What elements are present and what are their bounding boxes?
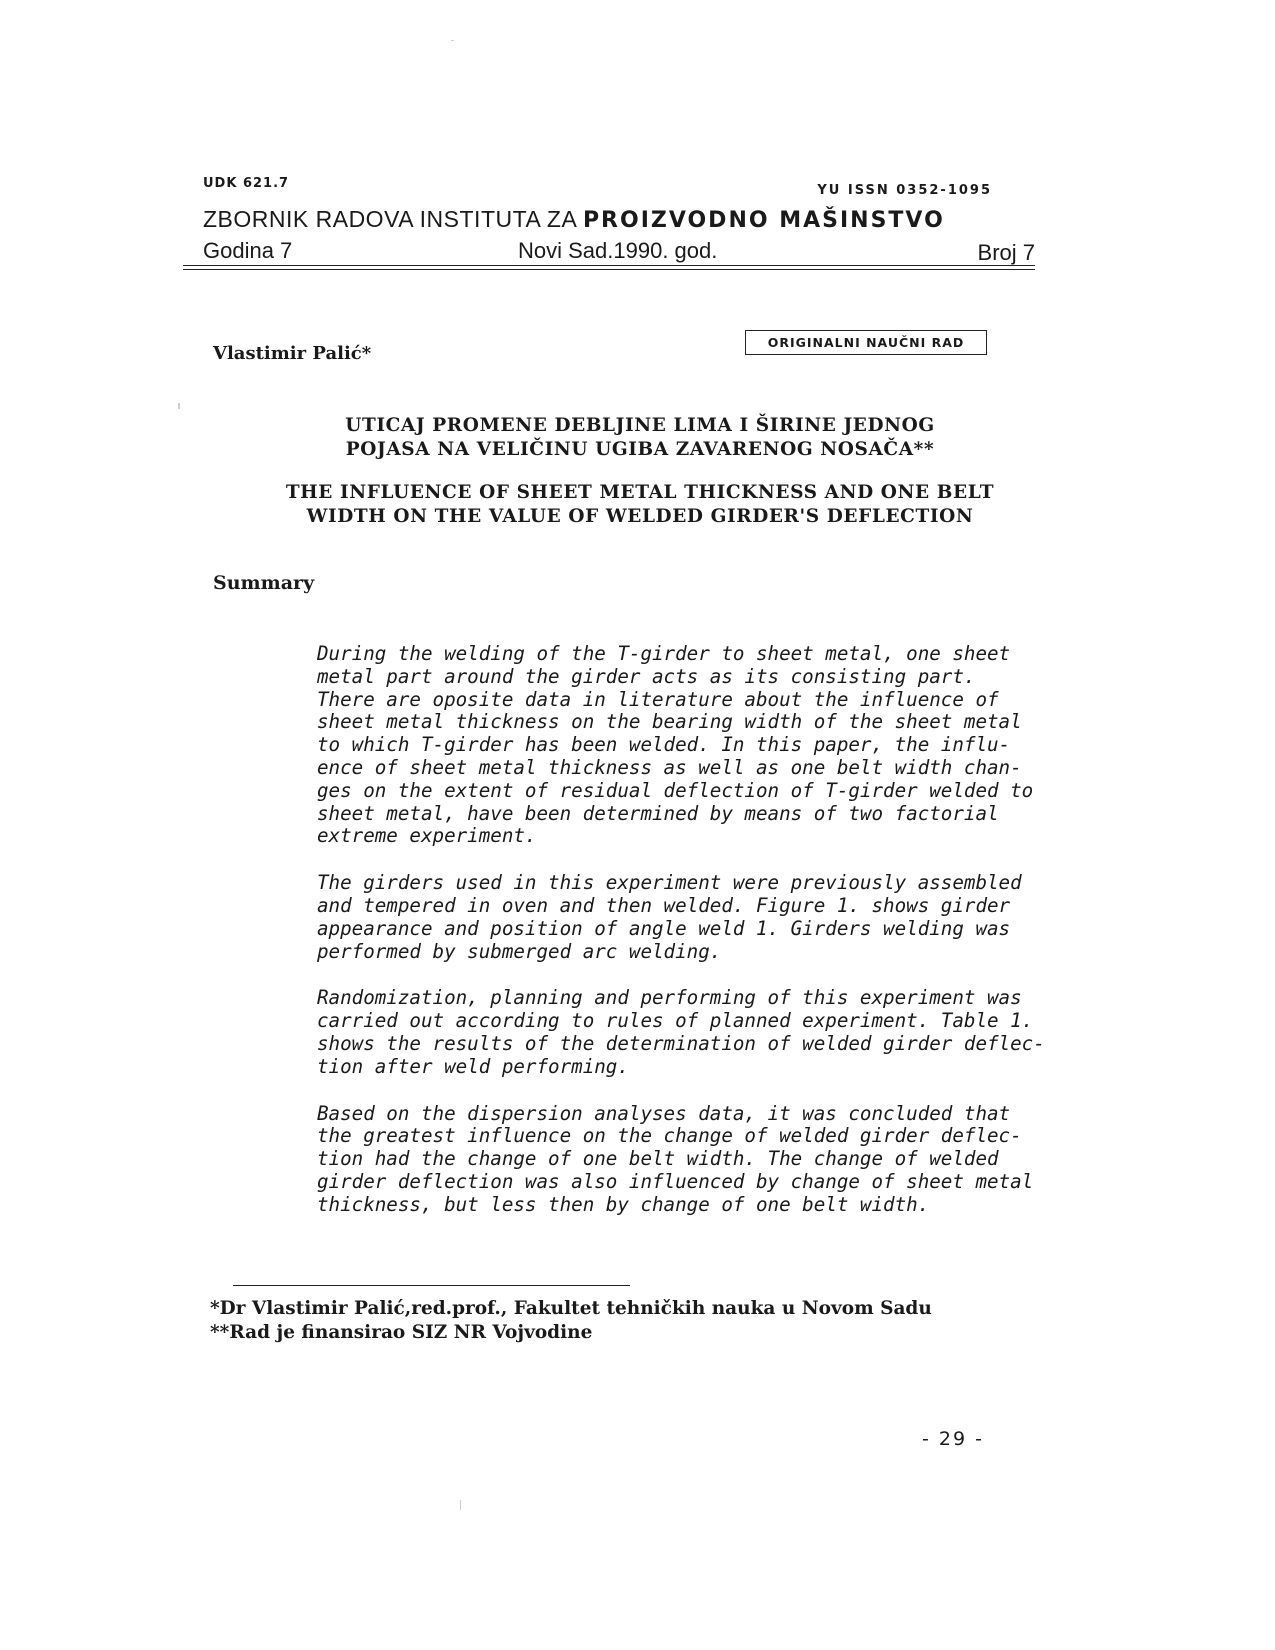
abstract-line: sheet metal, have been determined by means of two factorial <box>317 801 999 825</box>
abstract-line: ence of sheet metal thickness as well as one belt width chan- <box>317 755 1022 779</box>
scan-speck <box>451 40 454 41</box>
year-label: Godina 7 <box>203 238 293 263</box>
title-serbian-line: UTICAJ PROMENE DEBLJINE LIMA I ŠIRINE JEDNOG <box>345 415 935 436</box>
issn-code: YU ISSN 0352-1095 <box>817 183 992 198</box>
abstract-paragraph <box>317 643 1032 848</box>
footnote-rule <box>233 1285 630 1286</box>
abstract-line: ges on the extent of residual deflection of T-girder welded to <box>317 778 1034 802</box>
abstract-line: Randomization, planning and performing of this experiment was <box>317 986 1022 1010</box>
title-serbian <box>240 414 1040 462</box>
title-serbian-line: POJASA NA VELIČINU UGIBA ZAVARENOG NOSAČA** <box>345 439 935 460</box>
summary-heading: Summary <box>213 572 315 594</box>
abstract-line: metal part around the girder acts as its consisting part. <box>317 664 976 688</box>
issue-label: Broj 7 <box>977 240 1035 265</box>
author-name: Vlastimir Palić* <box>213 343 372 364</box>
abstract-line: appearance and position of angle weld 1. Girders welding was <box>317 916 1011 940</box>
abstract-line: and tempered in oven and then welded. Figure 1. shows girder <box>317 893 1011 917</box>
footnote-author: *Dr Vlastimir Palić,red.prof., Fakultet tehničkih nauka u Novom Sadu <box>210 1298 932 1319</box>
abstract-line: Based on the dispersion analyses data, it was concluded that <box>317 1101 1011 1125</box>
abstract-line: the greatest influence on the change of welded girder deflec- <box>317 1124 1022 1148</box>
abstract-line: During the welding of the T-girder to sheet metal, one sheet <box>317 642 1011 665</box>
udk-code: UDK 621.7 <box>203 176 290 191</box>
place-date: Novi Sad.1990. god. <box>518 238 718 263</box>
abstract-line: sheet metal thickness on the bearing width of the sheet metal <box>317 710 1022 734</box>
abstract-line: tion had the change of one belt width. The change of welded <box>317 1147 999 1171</box>
footnote-funding: **Rad je finansirao SIZ NR Vojvodine <box>210 1322 593 1343</box>
paper-type-badge: ORIGINALNI NAUČNI RAD <box>745 330 987 355</box>
abstract-paragraph <box>317 986 1045 1078</box>
abstract-paragraph <box>317 1103 1032 1217</box>
abstract-line: The girders used in this experiment were previously assembled <box>317 871 1022 895</box>
abstract-line: girder deflection was also influenced by change of sheet metal <box>317 1169 1034 1193</box>
header-rule-top <box>183 265 1035 266</box>
scan-speck <box>460 1500 461 1510</box>
scan-speck <box>178 403 180 409</box>
title-english <box>240 481 1040 529</box>
abstract-line: extreme experiment. <box>317 824 537 848</box>
abstract-line: to which T-girder has been welded. In this paper, the influ- <box>317 733 1011 757</box>
abstract-line: performed by submerged arc welding. <box>317 939 722 963</box>
abstract <box>317 642 1045 1241</box>
journal-title <box>203 206 945 233</box>
journal-title-light: ZBORNIK RADOVA INSTITUTA ZA <box>203 206 577 232</box>
abstract-line: thickness, but less then by change of one belt width. <box>317 1192 930 1216</box>
abstract-line: shows the results of the determination of welded girder deflec- <box>317 1031 1045 1055</box>
page-number: - 29 - <box>922 1428 984 1450</box>
journal-title-bold: PROIZVODNO MAŠINSTVO <box>582 208 945 233</box>
abstract-line: There are oposite data in literature about the influence of <box>317 687 999 711</box>
header-rule-bottom <box>183 269 1035 270</box>
abstract-line: tion after weld performing. <box>317 1054 629 1078</box>
title-english-line: THE INFLUENCE OF SHEET METAL THICKNESS AND ONE BELT <box>285 482 995 503</box>
abstract-line: carried out according to rules of planned experiment. Table 1. <box>317 1009 1034 1033</box>
abstract-paragraph <box>317 872 1032 963</box>
title-english-line: WIDTH ON THE VALUE OF WELDED GIRDER'S DEFLECTION <box>306 506 974 527</box>
